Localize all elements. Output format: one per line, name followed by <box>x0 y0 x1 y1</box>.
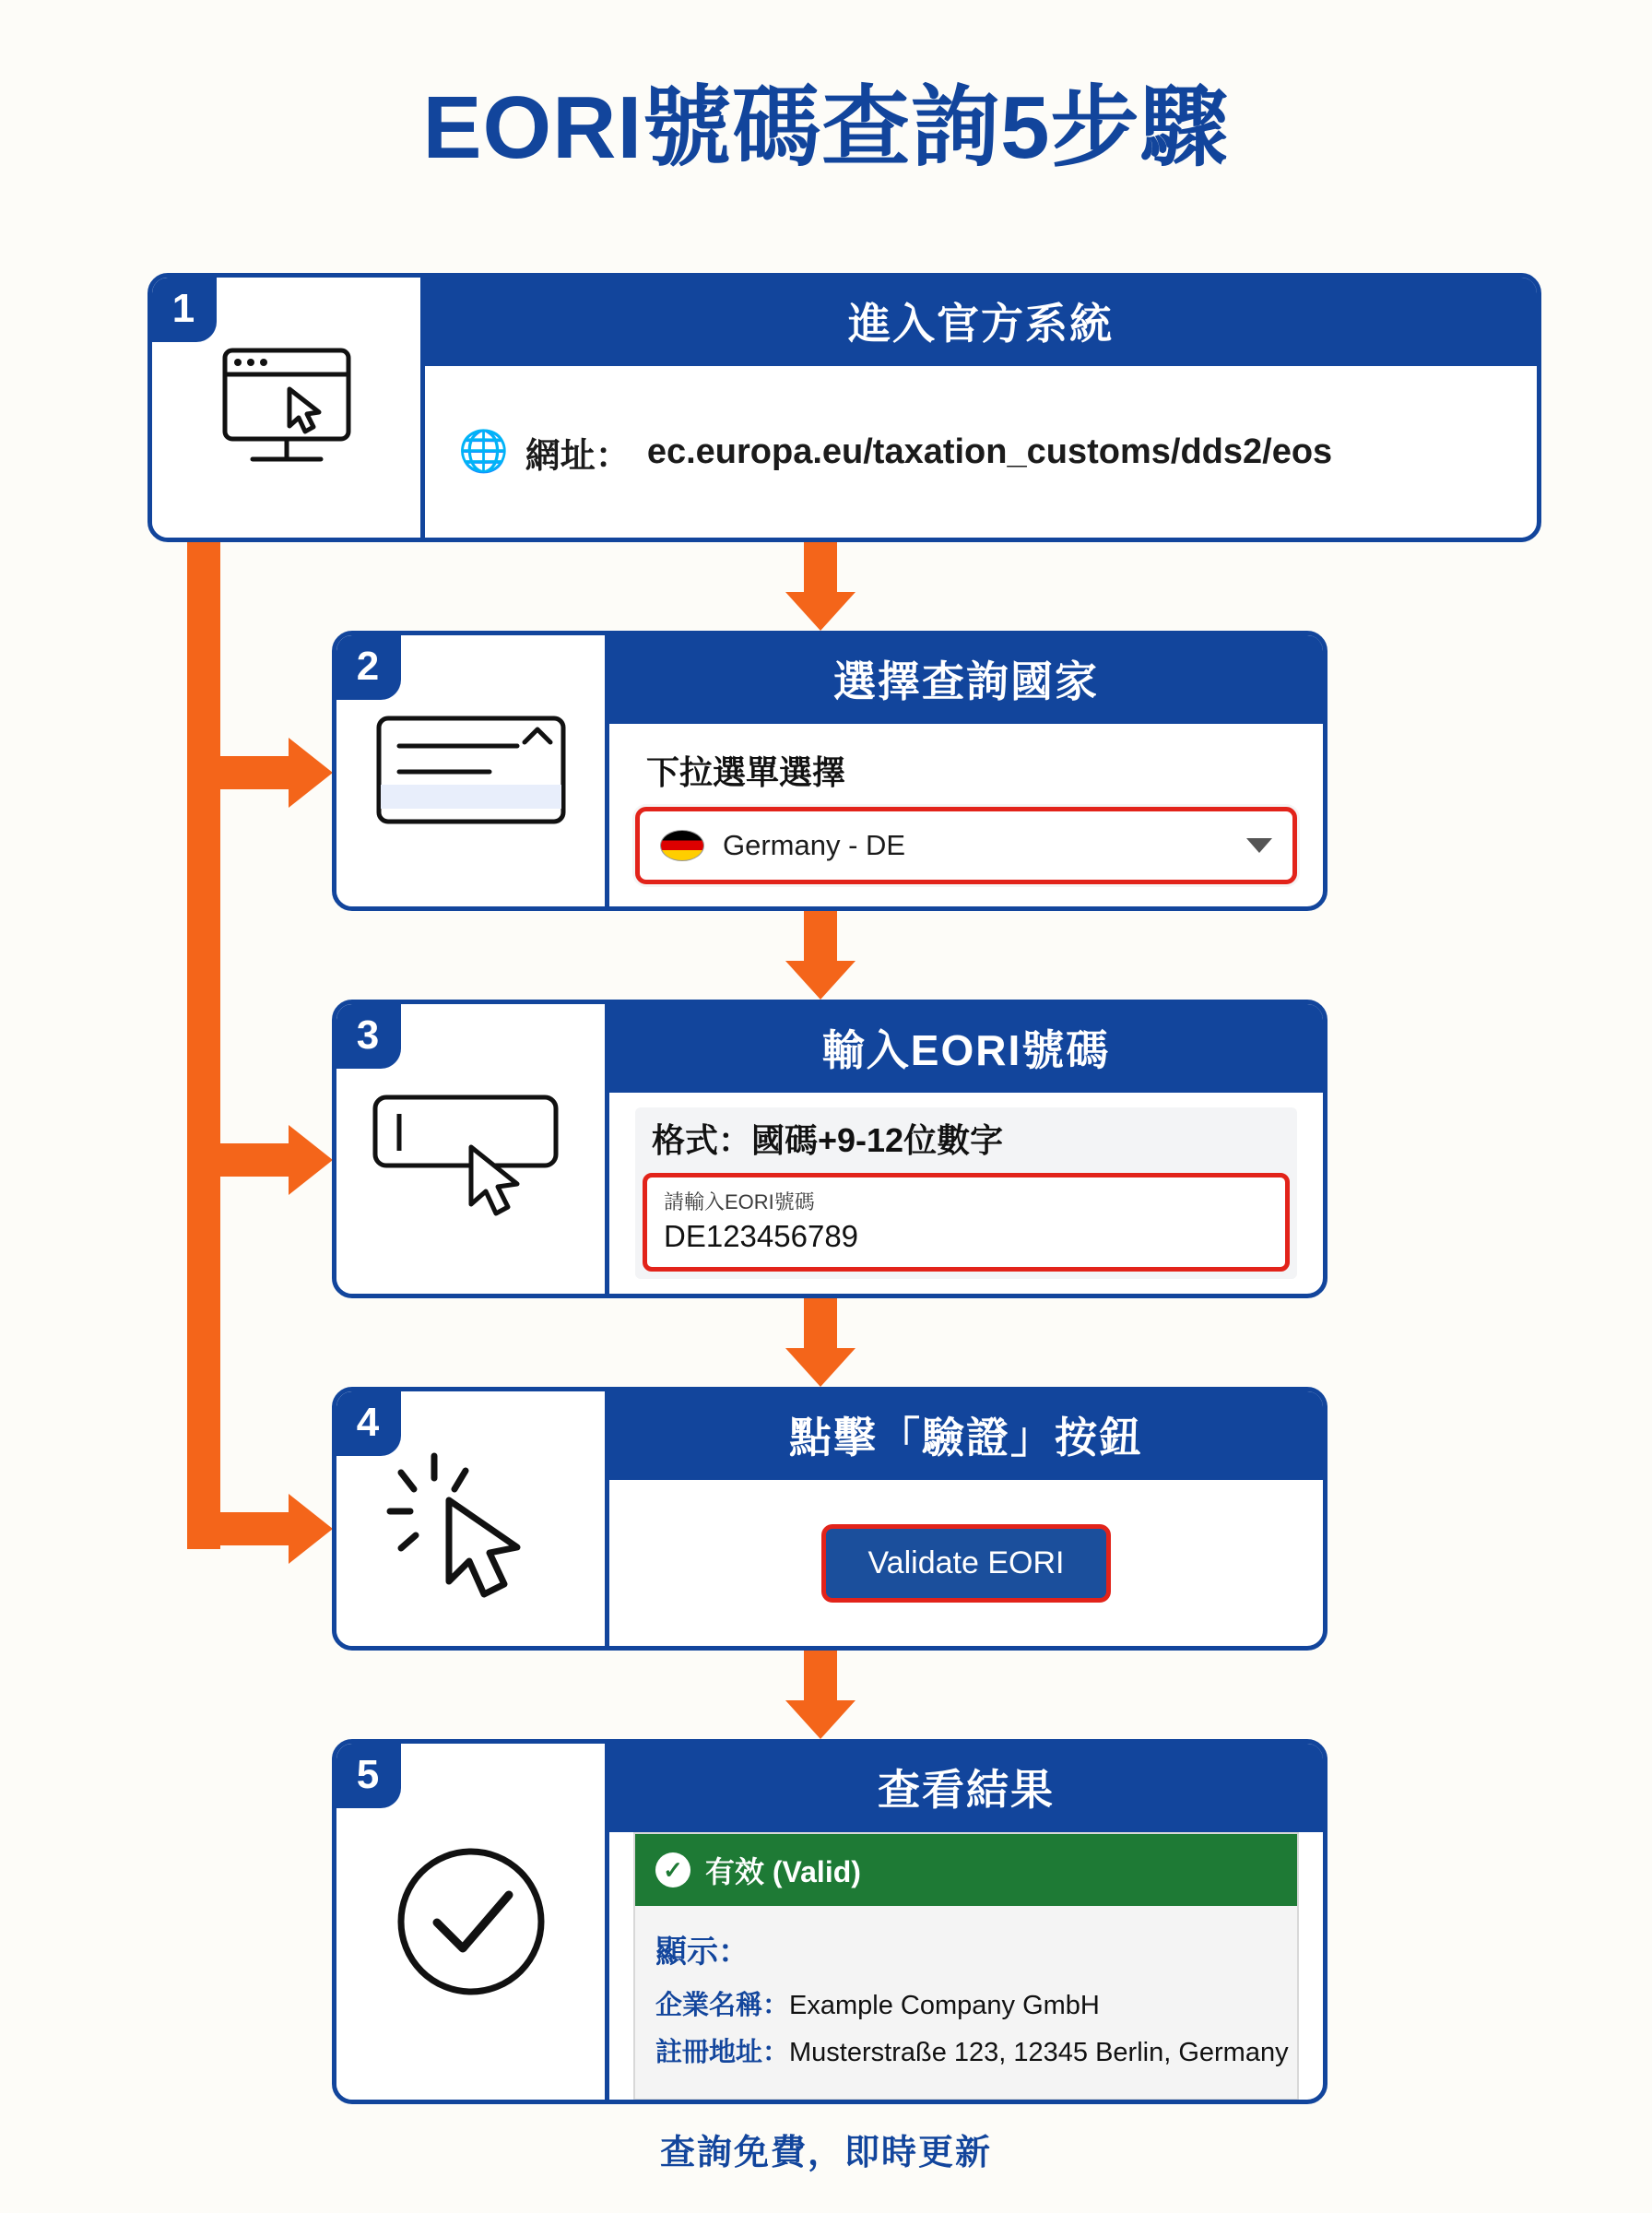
result-show-label: 顯示： <box>655 1935 749 1970</box>
step-1-body <box>425 278 1537 538</box>
chevron-down-icon <box>1246 838 1272 853</box>
footer-note: 查詢免費，即時更新 <box>659 2134 992 2172</box>
step-2-heading: 選擇查詢國家 <box>609 635 1323 724</box>
step-5-body <box>609 1744 1323 2100</box>
check-circle-icon <box>384 1834 559 2009</box>
monitor-cursor-icon <box>208 334 365 481</box>
result-row-company <box>655 1984 1297 2022</box>
text-field-cursor-icon <box>360 1075 582 1223</box>
step-card-4 <box>332 1387 1328 1651</box>
step-5-heading: 查看結果 <box>609 1744 1323 1832</box>
step-1-heading: 進入官方系統 <box>425 278 1537 366</box>
flow-arrow-head-4 <box>289 1494 333 1564</box>
flow-arrow-head-3 <box>289 1125 333 1195</box>
step-3-body <box>609 1004 1323 1294</box>
step-5-content <box>609 1832 1323 2101</box>
germany-flag-icon <box>660 830 704 861</box>
step-3-icon-panel <box>336 1004 609 1294</box>
step-2-body <box>609 635 1323 906</box>
flow-arrow-head-2 <box>289 738 333 808</box>
step-3-heading: 輸入EORI號碼 <box>609 1004 1323 1093</box>
status-badge <box>635 1834 1297 1906</box>
eori-input[interactable] <box>643 1173 1290 1272</box>
step-1-number: 1 <box>150 276 217 342</box>
step-5-icon-panel <box>336 1744 609 2100</box>
step-2-icon-panel <box>336 635 609 906</box>
step-card-5 <box>332 1739 1328 2104</box>
flow-rail-branch-4 <box>187 1512 289 1545</box>
step-1-content <box>425 366 1537 538</box>
result-value-address: Musterstraße 123, 12345 Berlin, Germany <box>789 2038 1289 2067</box>
step-4-body <box>609 1391 1323 1646</box>
result-value-company: Example Company GmbH <box>789 1991 1100 2020</box>
step-2-number: 2 <box>335 633 401 700</box>
eori-input-value: DE123456789 <box>664 1219 859 1253</box>
result-panel <box>633 1832 1299 2101</box>
flow-rail-branch-3 <box>187 1143 289 1177</box>
step-3-number: 3 <box>335 1002 401 1069</box>
step-1-icon-panel <box>152 278 425 538</box>
eori-format-label: 格式：國碼+9-12位數字 <box>652 1121 1004 1159</box>
step-4-content <box>609 1480 1323 1646</box>
step-card-3 <box>332 1000 1328 1298</box>
flow-rail-branch-2 <box>187 756 289 789</box>
eori-input-placeholder: 請輸入EORI號碼 <box>664 1190 815 1213</box>
step-4-heading: 點擊「驗證」按鈕 <box>609 1391 1323 1480</box>
status-badge-label: 有效 (Valid) <box>705 1855 861 1888</box>
check-icon: ✓ <box>655 1852 690 1888</box>
country-select[interactable] <box>635 807 1297 884</box>
url-value[interactable]: ec.europa.eu/taxation_customs/dds2/eos <box>646 432 1333 471</box>
globe-icon: 🌐 <box>458 429 509 474</box>
validate-eori-button[interactable]: Validate EORI <box>821 1524 1112 1603</box>
step-3-content <box>609 1093 1323 1294</box>
country-selected-value: Germany - DE <box>723 828 906 861</box>
step-2-content <box>609 724 1323 906</box>
click-cursor-icon <box>370 1436 572 1602</box>
result-key-address: 註冊地址： <box>655 2038 790 2067</box>
step-5-number: 5 <box>335 1742 401 1808</box>
step-4-number: 4 <box>335 1390 401 1456</box>
step-card-1 <box>148 273 1541 542</box>
country-field-label: 下拉選單選擇 <box>646 752 846 791</box>
page-title: EORI號碼查詢5步驟 <box>422 78 1230 177</box>
result-row-address <box>655 2031 1297 2069</box>
result-key-company: 企業名稱： <box>655 1991 790 2020</box>
step-card-2 <box>332 631 1328 911</box>
step-4-icon-panel <box>336 1391 609 1646</box>
dropdown-list-icon <box>360 702 582 840</box>
url-label: 網址： <box>525 436 631 476</box>
